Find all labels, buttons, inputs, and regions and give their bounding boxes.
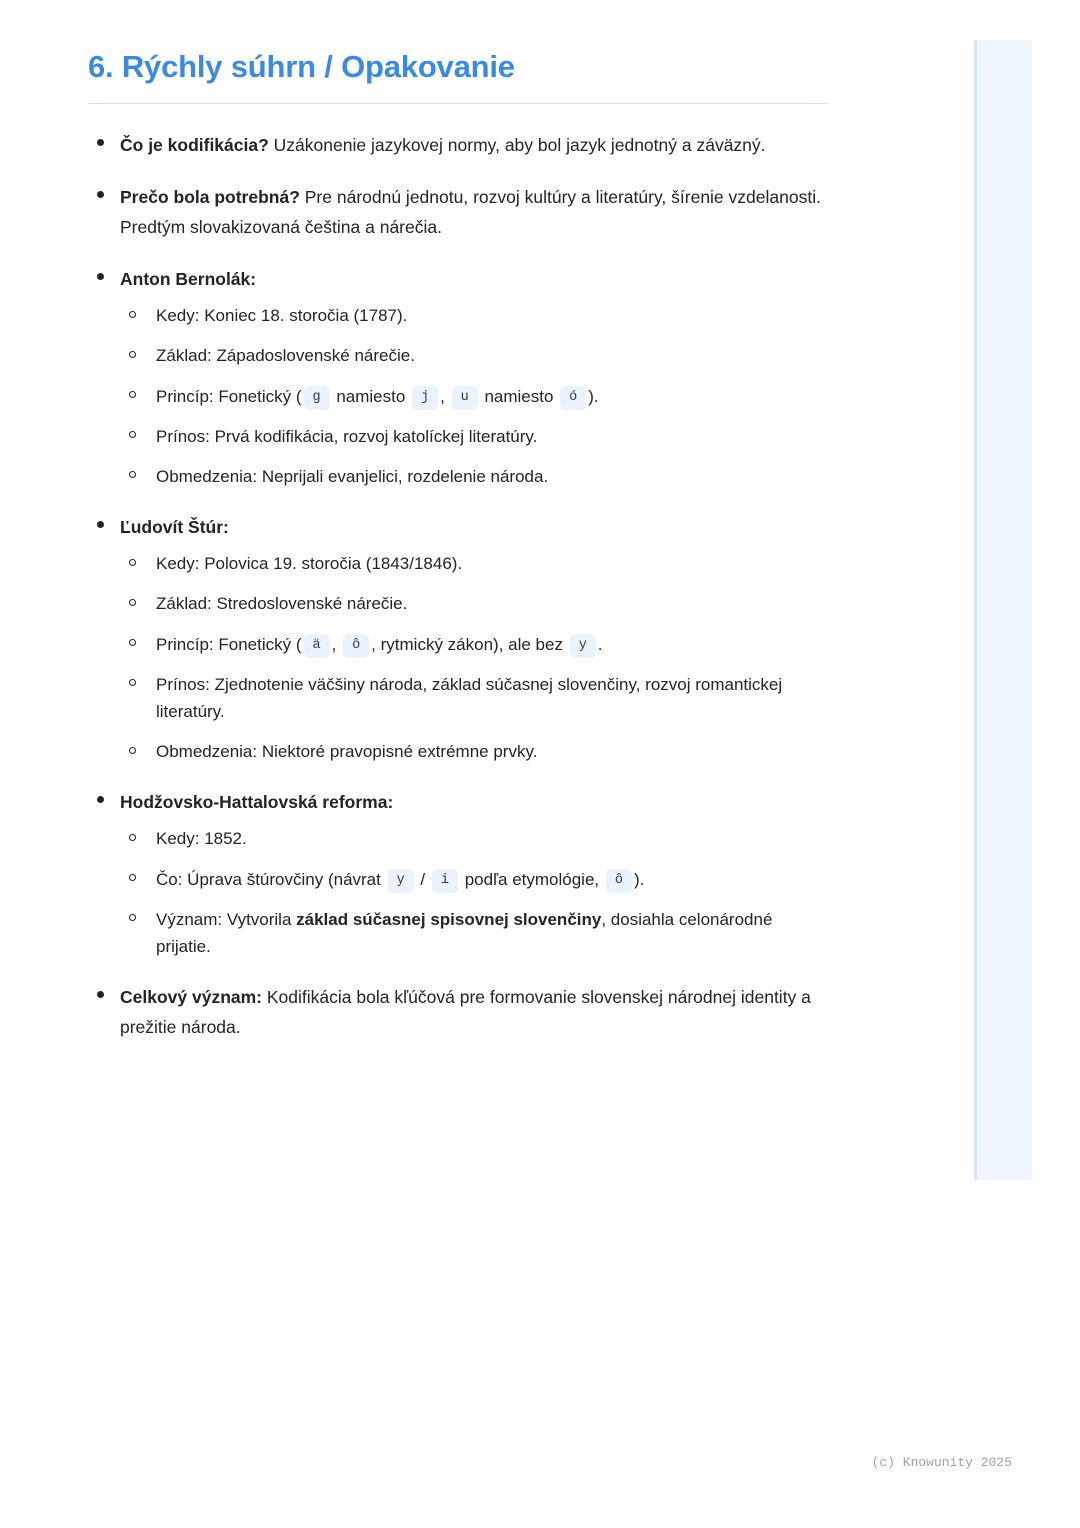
list-item: [88, 182, 828, 242]
sub-list-item: [120, 866, 828, 893]
sub-list: [120, 825, 828, 960]
sub-item-text: namiesto: [479, 386, 559, 406]
sub-item-text: .: [597, 634, 603, 654]
circle-bullet-icon: [129, 471, 136, 478]
code-token: ó: [560, 386, 586, 410]
item-text: Pre národnú jednotu, rozvoj kultúry a literatúry, šírenie vzdelanosti. Predtým slovakizovaná čeština a nárečia.: [120, 186, 821, 237]
sub-item-text: Kedy: Polovica 19. storočia (1843/1846).: [156, 554, 463, 574]
sub-list-item: [120, 738, 828, 765]
code-token: y: [388, 869, 414, 893]
sub-item-text: Kedy: Koniec 18. storočia (1787).: [156, 306, 408, 326]
code-token: u: [452, 386, 478, 410]
sub-item-text: ).: [633, 869, 645, 889]
bullet-icon: [97, 991, 104, 998]
sub-list-item: [120, 825, 828, 852]
sub-item-text: ,: [440, 386, 450, 406]
sub-item-text: /: [415, 869, 430, 889]
bullet-icon: [97, 273, 104, 280]
sub-item-text: Základ: Západoslovenské nárečie.: [156, 346, 415, 366]
code-token: j: [412, 386, 438, 410]
page-edge-line: [974, 40, 977, 1180]
title-divider: [88, 103, 828, 104]
item-text: Uzákonenie jazykovej normy, aby bol jazyk jednotný a záväzný.: [268, 134, 766, 155]
list-item: [88, 787, 828, 960]
list-item: [88, 512, 828, 765]
circle-bullet-icon: [129, 559, 136, 566]
summary-list: [88, 130, 828, 1043]
code-token: ä: [304, 634, 330, 658]
code-token: y: [570, 634, 596, 658]
bullet-icon: [97, 139, 104, 146]
code-token: i: [432, 869, 458, 893]
sub-item-text: Čo: Úprava štúrovčiny (návrat: [156, 869, 386, 889]
list-item: [88, 264, 828, 490]
bullet-icon: [97, 796, 104, 803]
circle-bullet-icon: [129, 679, 136, 686]
sub-item-text: namiesto: [331, 386, 411, 406]
sub-list-item: [120, 631, 828, 658]
sub-item-text: Kedy: 1852.: [156, 829, 247, 849]
sub-item-text: Význam: Vytvorila: [156, 909, 297, 929]
list-item: [88, 130, 828, 160]
page-edge-strip: [974, 40, 1032, 1180]
sub-list: [120, 550, 828, 765]
document-sheet: [88, 48, 828, 1064]
sub-list-item: [120, 423, 828, 450]
sub-list-item: [120, 671, 828, 725]
sub-item-text: ,: [331, 634, 342, 654]
sub-item-text: Základ: Stredoslovenské nárečie.: [156, 594, 408, 614]
sub-list-item: [120, 342, 828, 369]
sub-item-text: Princíp: Fonetický (: [156, 634, 302, 654]
item-text: Kodifikácia bola kľúčová pre formovanie slovenskej národnej identity a prežitie národa.: [120, 987, 811, 1038]
circle-bullet-icon: [129, 747, 136, 754]
item-lead: Čo je kodifikácia?: [120, 134, 269, 155]
item-lead: Ľudovít Štúr:: [120, 517, 229, 538]
sub-list-item: [120, 906, 828, 960]
sub-list-item: [120, 302, 828, 329]
page-title: 6. Rýchly súhrn / Opakovanie: [88, 49, 515, 84]
sub-item-emphasis: základ súčasnej spisovnej slovenčiny: [296, 909, 602, 929]
item-lead: Anton Bernolák:: [120, 269, 257, 290]
circle-bullet-icon: [129, 431, 136, 438]
bullet-icon: [97, 521, 104, 528]
code-token: ô: [343, 634, 369, 658]
item-lead: Celkový význam:: [120, 987, 263, 1008]
sub-item-text: Obmedzenia: Niektoré pravopisné extrémne prvky.: [156, 742, 538, 762]
footer-copyright: (c) Knowunity 2025: [871, 1455, 1012, 1470]
sub-list-item: [120, 383, 828, 410]
sub-item-text: Prínos: Zjednotenie väčšiny národa, základ súčasnej slovenčiny, rozvoj romantickej literatúry.: [156, 674, 783, 721]
circle-bullet-icon: [129, 914, 136, 921]
sub-item-text: podľa etymológie,: [459, 869, 604, 889]
item-lead: Prečo bola potrebná?: [120, 186, 300, 207]
sub-item-text: , rytmický zákon), ale bez: [371, 634, 568, 654]
circle-bullet-icon: [129, 391, 136, 398]
circle-bullet-icon: [129, 874, 136, 881]
sub-item-text: , dosiahla celonárodné prijatie.: [156, 909, 773, 957]
circle-bullet-icon: [129, 311, 136, 318]
sub-item-text: Prínos: Prvá kodifikácia, rozvoj katolíckej literatúry.: [156, 426, 538, 446]
sub-item-text: Princíp: Fonetický (: [156, 386, 302, 406]
sub-list: [120, 302, 828, 490]
sub-list-item: [120, 463, 828, 490]
bullet-icon: [97, 191, 104, 198]
item-lead: Hodžovsko-Hattalovská reforma:: [120, 792, 394, 813]
circle-bullet-icon: [129, 639, 136, 646]
circle-bullet-icon: [129, 351, 136, 358]
circle-bullet-icon: [129, 599, 136, 606]
sub-item-text: ).: [588, 386, 599, 406]
sub-list-item: [120, 590, 828, 617]
sub-item-text: Obmedzenia: Neprijali evanjelici, rozdelenie národa.: [156, 466, 549, 486]
sub-list-item: [120, 550, 828, 577]
list-item: [88, 982, 828, 1042]
code-token: g: [304, 386, 330, 410]
code-token: ô: [606, 869, 632, 893]
circle-bullet-icon: [129, 834, 136, 841]
